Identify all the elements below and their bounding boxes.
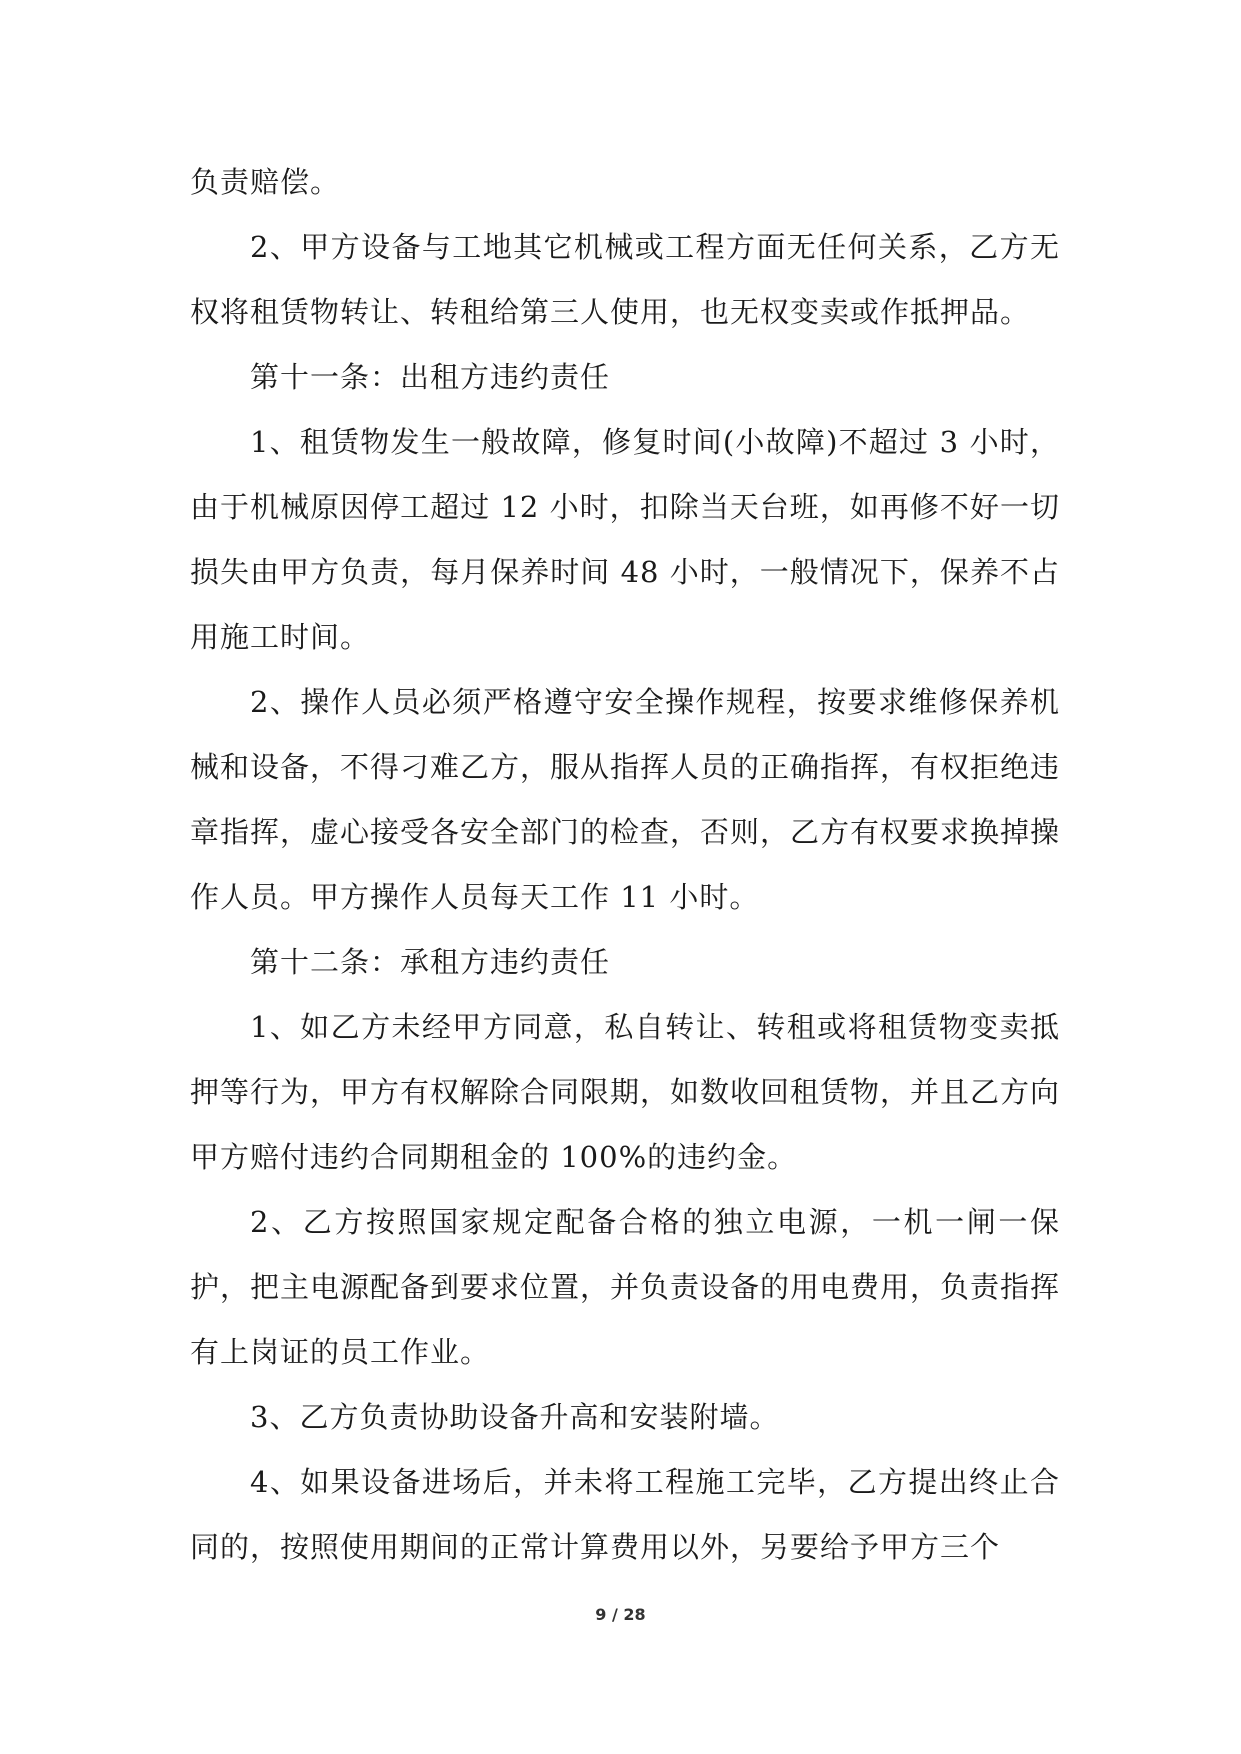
paragraph-article-12-item-2: 2、乙方按照国家规定配备合格的独立电源，一机一闸一保护，把主电源配备到要求位置，并负责设备的用电费用，负责指挥有上岗证的员工作业。 [190, 1205, 1061, 1369]
paragraph-article-12-item-4: 4、如果设备进场后，并未将工程施工完毕，乙方提出终止合同的，按照使用期间的正常计算费用以外，另要给予甲方三个 [190, 1465, 1060, 1564]
paragraph-clause-2-equipment: 2、甲方设备与工地其它机械或工程方面无任何关系，乙方无权将租赁物转让、转租给第三人使用，也无权变卖或作抵押品。 [190, 230, 1060, 329]
paragraph-continuation: 负责赔偿。 [190, 165, 341, 199]
paragraph-article-12-item-1: 1、如乙方未经甲方同意，私自转让、转租或将租赁物变卖抵押等行为，甲方有权解除合同限期，如数收回租赁物，并且乙方向甲方赔付违约合同期租金的 100%的违约金。 [190, 1010, 1061, 1174]
paragraph-article-11-item-2: 2、操作人员必须严格遵守安全操作规程，按要求维修保养机械和设备，不得刁难乙方，服从指挥人员的正确指挥，有权拒绝违章指挥，虚心接受各安全部门的检查，否则，乙方有权要求换掉操作人员。甲方操作人员每天工作 11 小时。 [190, 685, 1061, 914]
paragraph-article-12-item-3: 3、乙方负责协助设备升高和安装附墙。 [250, 1400, 780, 1434]
paragraph-article-11-item-1: 1、租赁物发生一般故障，修复时间(小故障)不超过 3 小时，由于机械原因停工超过 12 小时，扣除当天台班，如再修不好一切损失由甲方负责，每月保养时间 48 小时，一般情况下，保养不占用施工时间。 [190, 425, 1060, 654]
section-heading-article-11: 第十一条：出租方违约责任 [250, 360, 611, 394]
section-heading-article-12: 第十二条：承租方违约责任 [250, 945, 611, 979]
document-body [190, 150, 1060, 1580]
page-number: 9 / 28 [595, 1605, 646, 1624]
